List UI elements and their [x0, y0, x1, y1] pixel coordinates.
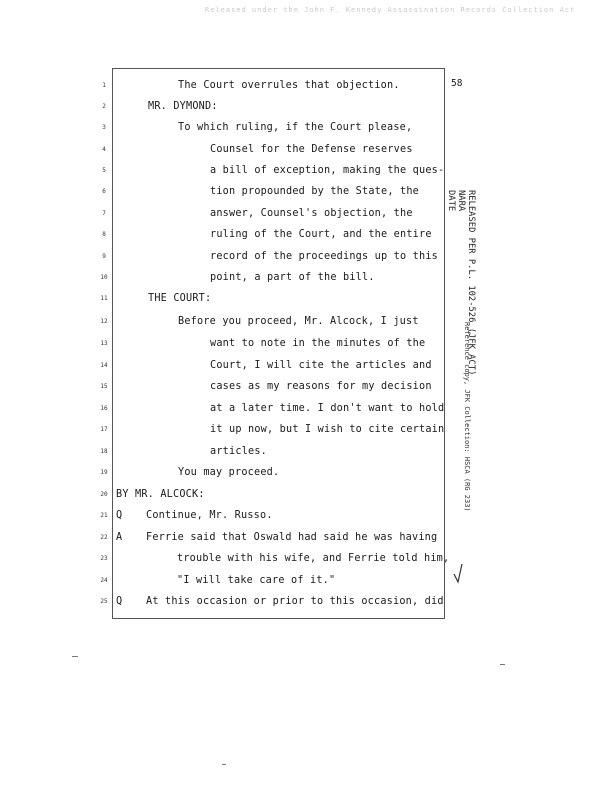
transcript-line: To which ruling, if the Court please, [178, 122, 413, 133]
line-number: 22 [100, 534, 108, 541]
line-number: 6 [102, 188, 106, 195]
margin-checkmark-icon [452, 562, 464, 584]
transcript-line: Court, I will cite the articles and [210, 360, 432, 371]
line-number: 16 [100, 405, 108, 412]
transcript-line: "I will take care of it." [177, 575, 336, 586]
line-number: 14 [100, 362, 108, 369]
speaker-letter-a: A [116, 532, 123, 543]
page-number: 58 [451, 78, 463, 89]
scan-artifact [72, 656, 78, 657]
line-number: 5 [102, 167, 106, 174]
line-number: 9 [102, 253, 106, 260]
line-number: 1 [102, 82, 106, 89]
transcript-line: cases as my reasons for my decision [210, 381, 432, 392]
line-number: 10 [100, 274, 108, 281]
line-number: 7 [102, 210, 106, 217]
transcript-line: it up now, but I wish to cite certain [210, 424, 445, 435]
transcript-line: Before you proceed, Mr. Alcock, I just [178, 316, 419, 327]
line-number: 13 [100, 340, 108, 347]
transcript-line: At this occasion or prior to this occasion, did [146, 596, 444, 607]
line-number: 17 [100, 426, 108, 433]
release-stamp-line: NARA [456, 190, 466, 212]
transcript-line: Ferrie said that Oswald had said he was having [146, 532, 438, 543]
transcript-line: Continue, Mr. Russo. [146, 510, 273, 521]
scan-artifact [500, 664, 505, 665]
transcript-line: You may proceed. [178, 467, 280, 478]
line-number: 15 [100, 383, 108, 390]
line-number: 8 [102, 231, 106, 238]
transcript-line: want to note in the minutes of the [210, 338, 426, 349]
reference-copy-note: Reference copy, JFK Collection: HSCA (RG 233) [463, 322, 471, 512]
transcript-line: ruling of the Court, and the entire [210, 229, 432, 240]
line-number: 18 [100, 448, 108, 455]
line-number: 12 [100, 318, 108, 325]
line-number: 3 [102, 124, 106, 131]
release-stamp-line: DATE [446, 190, 456, 212]
line-number: 23 [100, 555, 108, 562]
transcript-line: at a later time. I don't want to hold [210, 403, 445, 414]
line-number: 2 [102, 103, 106, 110]
line-number: 4 [102, 146, 106, 153]
line-number: 25 [100, 598, 108, 605]
transcript-line: The Court overrules that objection. [178, 80, 400, 91]
transcript-line: BY MR. ALCOCK: [116, 489, 205, 500]
transcript-line: a bill of exception, making the ques- [210, 165, 445, 176]
speaker-letter-q: Q [116, 510, 123, 521]
transcript-line: THE COURT: [148, 293, 212, 304]
release-stamp [446, 190, 476, 410]
line-number: 24 [100, 577, 108, 584]
transcript-line: answer, Counsel's objection, the [210, 208, 413, 219]
line-number: 21 [100, 512, 108, 519]
transcript-line: record of the proceedings up to this [210, 251, 439, 262]
transcript-line: tion propounded by the State, the [210, 186, 420, 197]
transcript-line: MR. DYMOND: [148, 101, 218, 112]
line-number: 19 [100, 469, 108, 476]
speaker-letter-q: Q [116, 596, 123, 607]
line-number: 20 [100, 491, 108, 498]
transcript-line: point, a part of the bill. [210, 272, 375, 283]
faint-header-text: Released under the John F. Kennedy Assassination Records Collection Act [205, 6, 576, 14]
scan-artifact [222, 764, 226, 765]
transcript-line: articles. [210, 446, 268, 457]
release-stamp-line: RELEASED PER P.L. 102-526 (JFK ACT) [466, 190, 476, 376]
transcript-line: Counsel for the Defense reserves [210, 144, 413, 155]
transcript-line: trouble with his wife, and Ferrie told him, [177, 553, 450, 564]
line-number: 11 [100, 295, 108, 302]
